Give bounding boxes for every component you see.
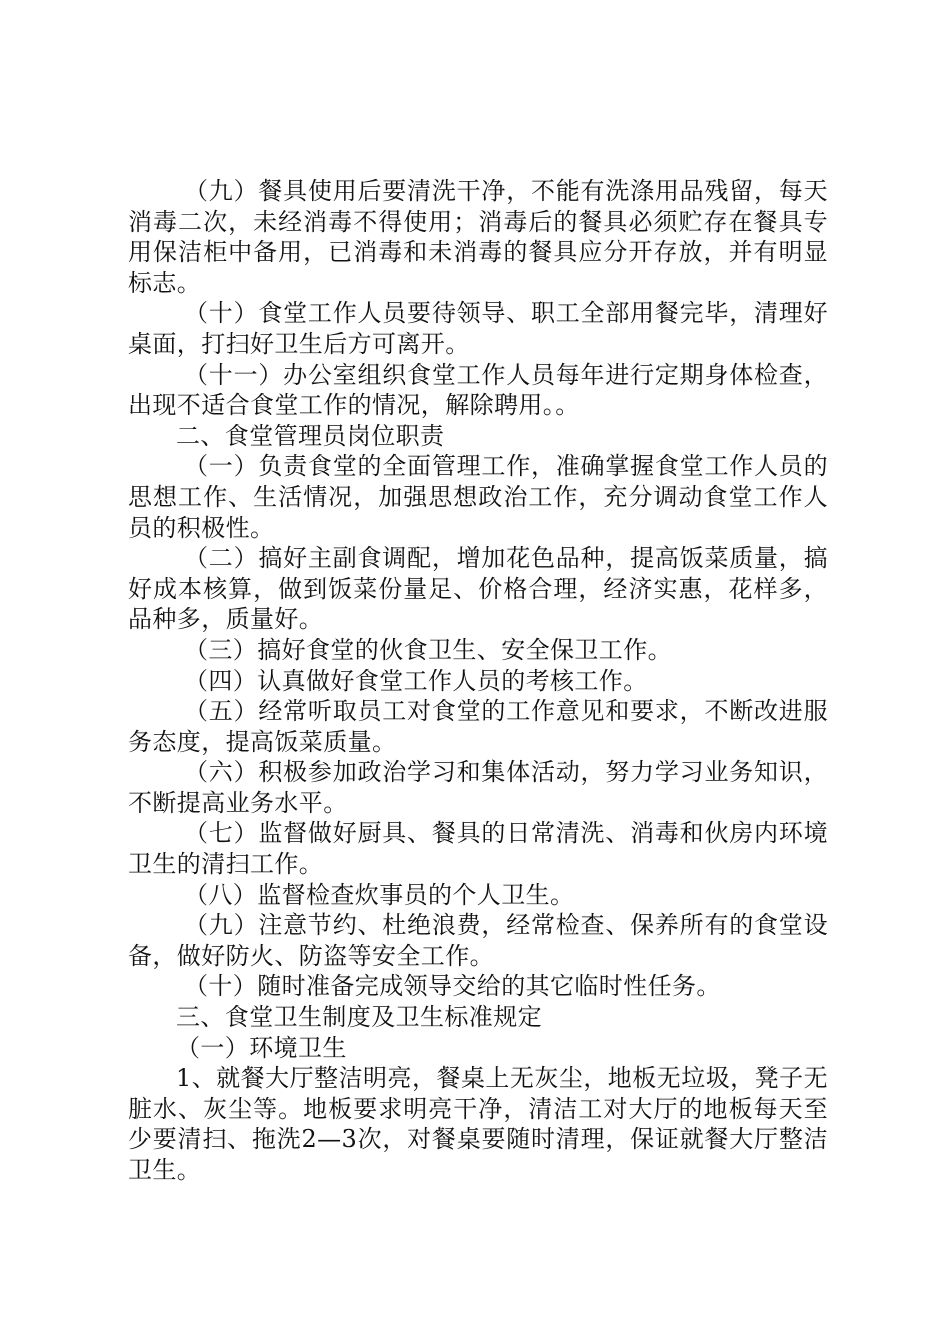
paragraph-duty-7: （七）监督做好厨具、餐具的日常清洗、消毒和伙房内环境卫生的清扫工作。 bbox=[128, 819, 828, 879]
paragraph-duty-3: （三）搞好食堂的伙食卫生、安全保卫工作。 bbox=[184, 635, 672, 664]
section-heading-3: 三、食堂卫生制度及卫生标准规定 bbox=[176, 1003, 542, 1032]
paragraph-item-10-cleanup: （十）食堂工作人员要待领导、职工全部用餐完毕，清理好桌面，打扫好卫生后方可离开。 bbox=[128, 299, 828, 358]
section-heading-2: 二、食堂管理员岗位职责 bbox=[176, 421, 445, 450]
paragraph-duty-2: （二）搞好主副食调配，增加花色品种，提高饭菜质量，搞好成本核算，做到饭菜份量足、价格合理，经济实惠，花样多，品种多，质量好。 bbox=[128, 544, 828, 634]
paragraph-duty-10: （十）随时准备完成领导交给的其它临时性任务。 bbox=[184, 972, 721, 1001]
subsection-heading-environment: （一）环境卫生 bbox=[176, 1033, 347, 1062]
paragraph-duty-5: （五）经常听取员工对食堂的工作意见和要求，不断改进服务态度，提高饭菜质量。 bbox=[128, 697, 828, 756]
paragraph-item-11-health-check: （十一）办公室组织食堂工作人员每年进行定期身体检查，出现不适合食堂工作的情况，解除聘用。。 bbox=[128, 360, 828, 420]
paragraph-duty-1: （一）负责食堂的全面管理工作，准确掌握食堂工作人员的思想工作、生活情况，加强思想政治工作，充分调动食堂工作人员的积极性。 bbox=[128, 452, 828, 542]
paragraph-environment-1: 1、就餐大厅整洁明亮，餐桌上无灰尘，地板无垃圾，凳子无脏水、灰尘等。地板要求明亮干净，清洁工对大厅的地板每天至少要清扫、拖洗2—3次，对餐桌要随时清理，保证就餐大厅整洁卫生。 bbox=[128, 1064, 828, 1184]
paragraph-item-9-tableware: （九）餐具使用后要清洗干净，不能有洗涤用品残留，每天消毒二次，未经消毒不得使用；消毒后的餐具必须贮存在餐具专用保洁柜中备用，已消毒和未消毒的餐具应分开存放，并有明显标志。 bbox=[128, 177, 828, 297]
paragraph-duty-9: （九）注意节约、杜绝浪费，经常检查、保养所有的食堂设备，做好防火、防盗等安全工作。 bbox=[128, 911, 828, 970]
paragraph-duty-6: （六）积极参加政治学习和集体活动，努力学习业务知识，不断提高业务水平。 bbox=[128, 758, 828, 817]
document-page bbox=[128, 176, 828, 1186]
paragraph-duty-8: （八）监督检查炊事员的个人卫生。 bbox=[184, 880, 575, 909]
paragraph-duty-4: （四）认真做好食堂工作人员的考核工作。 bbox=[184, 666, 648, 695]
